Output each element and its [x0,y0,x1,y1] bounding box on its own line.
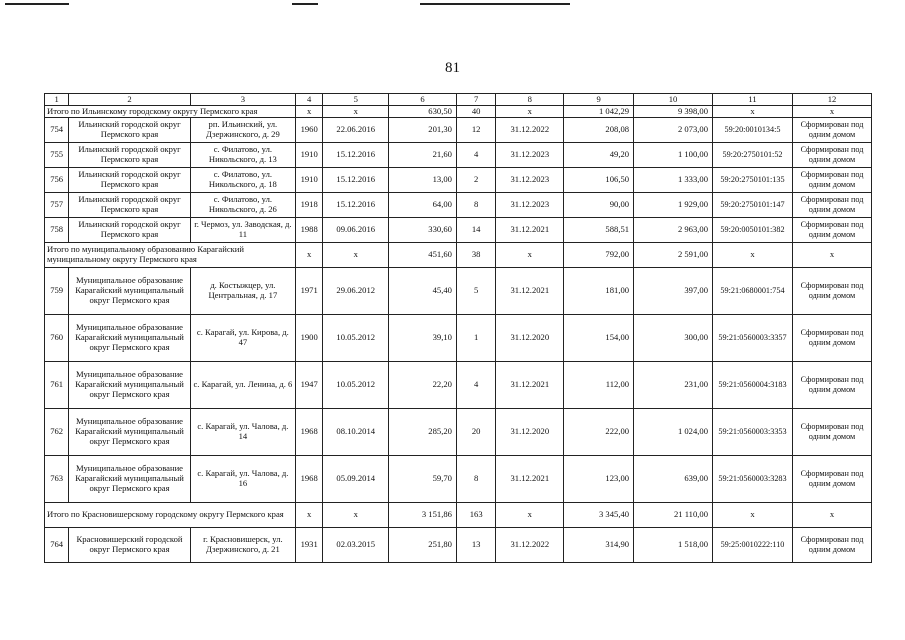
cost: 639,00 [634,456,713,503]
total-cell: 1 042,29 [564,106,634,118]
total-label: Итого по Красновишерскому городскому округу Пермского края [45,503,296,528]
land-status: Сформирован под одним домом [792,168,871,193]
municipality: Красновишерский городской округ Пермского края [69,528,190,563]
recognition-date: 22.06.2016 [323,118,389,143]
residents: 8 [456,456,495,503]
table-row [45,268,872,315]
land-status: Сформирован под одним домом [792,362,871,409]
deadline: 31.12.2021 [496,268,564,315]
build-year: 1968 [296,456,323,503]
total-cell: х [323,106,389,118]
address: г. Чермоз, ул. Заводская, д. 11 [190,218,295,243]
municipality: Муниципальное образование Карагайский муниципальный округ Пермского края [69,456,190,503]
municipality: Ильинский городской округ Пермского края [69,118,190,143]
total-row [45,243,872,268]
cost: 231,00 [634,362,713,409]
land-status: Сформирован под одним домом [792,193,871,218]
area: 39,10 [389,315,457,362]
cost: 397,00 [634,268,713,315]
total-cell: 451,60 [389,243,457,268]
area-2: 181,00 [564,268,634,315]
table-row [45,193,872,218]
address: с. Карагай, ул. Ленина, д. 6 [190,362,295,409]
cadastral-number: 59:25:0010222:110 [713,528,793,563]
row-number: 754 [45,118,69,143]
address: г. Красновишерск, ул. Дзержинского, д. 21 [190,528,295,563]
land-status: Сформирован под одним домом [792,528,871,563]
total-cell: 38 [456,243,495,268]
column-number: 11 [713,94,793,106]
residents: 8 [456,193,495,218]
build-year: 1918 [296,193,323,218]
recognition-date: 29.06.2012 [323,268,389,315]
area-2: 588,51 [564,218,634,243]
residents: 4 [456,143,495,168]
cadastral-number: 59:21:0560003:3357 [713,315,793,362]
area-2: 314,90 [564,528,634,563]
build-year: 1971 [296,268,323,315]
land-status: Сформирован под одним домом [792,268,871,315]
table-row [45,528,872,563]
row-number: 763 [45,456,69,503]
municipality: Муниципальное образование Карагайский муниципальный округ Пермского края [69,268,190,315]
municipality: Ильинский городской округ Пермского края [69,193,190,218]
total-cell: х [296,106,323,118]
total-cell: х [296,243,323,268]
residents: 5 [456,268,495,315]
address: с. Филатово, ул. Никольского, д. 18 [190,168,295,193]
total-cell: х [496,243,564,268]
area: 251,80 [389,528,457,563]
column-number: 12 [792,94,871,106]
column-number-row [45,94,872,106]
address: с. Филатово, ул. Никольского, д. 26 [190,193,295,218]
deadline: 31.12.2020 [496,315,564,362]
build-year: 1988 [296,218,323,243]
table-row [45,143,872,168]
cost: 1 024,00 [634,409,713,456]
total-cell: 2 591,00 [634,243,713,268]
area: 330,60 [389,218,457,243]
total-cell: х [792,106,871,118]
cadastral-number: 59:21:0560003:3283 [713,456,793,503]
total-cell: 21 110,00 [634,503,713,528]
residents: 13 [456,528,495,563]
column-number: 2 [69,94,190,106]
build-year: 1947 [296,362,323,409]
recognition-date: 02.03.2015 [323,528,389,563]
column-number: 4 [296,94,323,106]
municipality: Ильинский городской округ Пермского края [69,218,190,243]
address: с. Карагай, ул. Кирова, д. 47 [190,315,295,362]
row-number: 762 [45,409,69,456]
deadline: 31.12.2023 [496,143,564,168]
scan-top-line-left [5,3,69,5]
total-cell: х [496,503,564,528]
total-cell: 9 398,00 [634,106,713,118]
column-number: 1 [45,94,69,106]
row-number: 761 [45,362,69,409]
cadastral-number: 59:20:2750101:52 [713,143,793,168]
land-status: Сформирован под одним домом [792,118,871,143]
table-row [45,456,872,503]
total-cell: 792,00 [564,243,634,268]
column-number: 7 [456,94,495,106]
row-number: 759 [45,268,69,315]
column-number: 5 [323,94,389,106]
recognition-date: 05.09.2014 [323,456,389,503]
area-2: 208,08 [564,118,634,143]
table-row [45,218,872,243]
row-number: 757 [45,193,69,218]
total-cell: 163 [456,503,495,528]
cadastral-number: 59:21:0680001:754 [713,268,793,315]
build-year: 1960 [296,118,323,143]
address: рп. Ильинский, ул. Дзержинского, д. 29 [190,118,295,143]
table-row [45,315,872,362]
table-row [45,118,872,143]
build-year: 1931 [296,528,323,563]
area-2: 222,00 [564,409,634,456]
row-number: 760 [45,315,69,362]
cadastral-number: 59:21:0560003:3353 [713,409,793,456]
deadline: 31.12.2021 [496,218,564,243]
land-status: Сформирован под одним домом [792,218,871,243]
cadastral-number: 59:21:0560004:3183 [713,362,793,409]
total-cell: 3 151,86 [389,503,457,528]
municipality: Ильинский городской округ Пермского края [69,143,190,168]
row-number: 755 [45,143,69,168]
row-number: 758 [45,218,69,243]
total-cell: х [713,106,793,118]
residents: 14 [456,218,495,243]
area: 285,20 [389,409,457,456]
total-cell: 40 [456,106,495,118]
total-cell: х [496,106,564,118]
area: 201,30 [389,118,457,143]
cost: 2 963,00 [634,218,713,243]
build-year: 1900 [296,315,323,362]
residents: 1 [456,315,495,362]
cadastral-number: 59:20:2750101:147 [713,193,793,218]
total-cell: х [296,503,323,528]
address: с. Филатово, ул. Никольского, д. 13 [190,143,295,168]
deadline: 31.12.2022 [496,528,564,563]
recognition-date: 10.05.2012 [323,315,389,362]
address: с. Карагай, ул. Чалова, д. 16 [190,456,295,503]
deadline: 31.12.2020 [496,409,564,456]
area: 22,20 [389,362,457,409]
area-2: 106,50 [564,168,634,193]
municipality: Муниципальное образование Карагайский муниципальный округ Пермского края [69,409,190,456]
row-number: 764 [45,528,69,563]
address: д. Костыжцер, ул. Центральная, д. 17 [190,268,295,315]
area: 21,60 [389,143,457,168]
area-2: 123,00 [564,456,634,503]
column-number: 10 [634,94,713,106]
housing-registry-table [44,93,872,563]
recognition-date: 09.06.2016 [323,218,389,243]
area-2: 112,00 [564,362,634,409]
municipality: Муниципальное образование Карагайский муниципальный округ Пермского края [69,362,190,409]
total-cell: х [323,503,389,528]
area: 13,00 [389,168,457,193]
column-number: 6 [389,94,457,106]
total-cell: х [792,503,871,528]
deadline: 31.12.2023 [496,193,564,218]
column-number: 9 [564,94,634,106]
page-number: 81 [445,60,460,76]
area-2: 49,20 [564,143,634,168]
cost: 1 100,00 [634,143,713,168]
table-row [45,362,872,409]
residents: 20 [456,409,495,456]
cost: 2 073,00 [634,118,713,143]
deadline: 31.12.2021 [496,362,564,409]
total-cell: 630,50 [389,106,457,118]
column-number: 3 [190,94,295,106]
recognition-date: 08.10.2014 [323,409,389,456]
area-2: 154,00 [564,315,634,362]
scan-top-line-right [420,3,570,5]
build-year: 1910 [296,168,323,193]
build-year: 1910 [296,143,323,168]
column-number: 8 [496,94,564,106]
total-row [45,106,872,118]
area-2: 90,00 [564,193,634,218]
total-label: Итого по муниципальному образованию Карагайский муниципальному округу Пермского края [45,243,296,268]
total-cell: х [713,243,793,268]
municipality: Ильинский городской округ Пермского края [69,168,190,193]
total-label: Итого по Ильинскому городскому округу Пермского края [45,106,296,118]
area: 64,00 [389,193,457,218]
total-cell: 3 345,40 [564,503,634,528]
cost: 1 929,00 [634,193,713,218]
recognition-date: 15.12.2016 [323,193,389,218]
total-cell: х [713,503,793,528]
table-row [45,409,872,456]
total-cell: х [323,243,389,268]
land-status: Сформирован под одним домом [792,315,871,362]
residents: 4 [456,362,495,409]
recognition-date: 10.05.2012 [323,362,389,409]
cost: 1 518,00 [634,528,713,563]
build-year: 1968 [296,409,323,456]
cost: 1 333,00 [634,168,713,193]
recognition-date: 15.12.2016 [323,168,389,193]
row-number: 756 [45,168,69,193]
cadastral-number: 59:20:0010134:5 [713,118,793,143]
total-row [45,503,872,528]
recognition-date: 15.12.2016 [323,143,389,168]
total-cell: х [792,243,871,268]
land-status: Сформирован под одним домом [792,456,871,503]
deadline: 31.12.2021 [496,456,564,503]
scan-top-line-mid [292,3,318,5]
residents: 2 [456,168,495,193]
municipality: Муниципальное образование Карагайский муниципальный округ Пермского края [69,315,190,362]
cadastral-number: 59:20:0050101:382 [713,218,793,243]
area: 45,40 [389,268,457,315]
deadline: 31.12.2023 [496,168,564,193]
residents: 12 [456,118,495,143]
table-row [45,168,872,193]
land-status: Сформирован под одним домом [792,143,871,168]
cadastral-number: 59:20:2750101:135 [713,168,793,193]
deadline: 31.12.2022 [496,118,564,143]
land-status: Сформирован под одним домом [792,409,871,456]
cost: 300,00 [634,315,713,362]
area: 59,70 [389,456,457,503]
address: с. Карагай, ул. Чалова, д. 14 [190,409,295,456]
